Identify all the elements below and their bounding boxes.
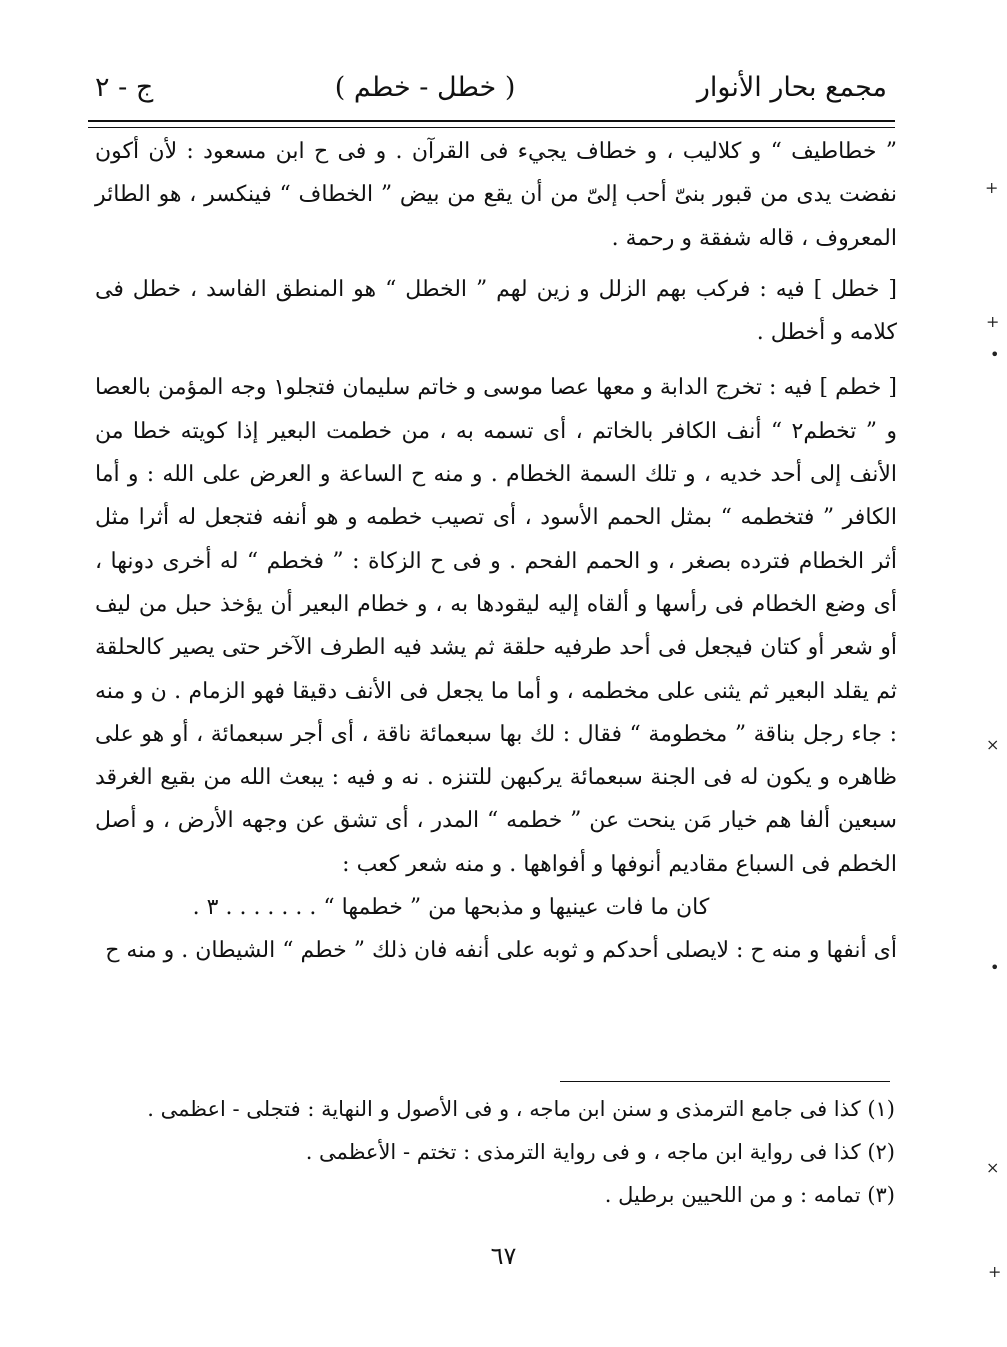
- page-number: ٦٧: [490, 1242, 517, 1270]
- paragraph-khattaf: ” خطاطيف “ و كلاليب ، و خطاف يجيء فى القرآن . و فى ح ابن مسعود : لأن أكون نفضت يدى من قبور بنىّ أحب إلىّ من أن يقع من بيض ” الخطاف “ فينكسر ، هو الطائر المعروف ، قاله شفقة و رحمة .: [95, 139, 897, 251]
- poetry-verse: كان ما فات عينيها و مذبحها من ” خطمها “ . . . . . . . ٣ .: [192, 895, 710, 921]
- header-rule-thick: [88, 120, 895, 122]
- margin-dot-icon: •: [990, 958, 1000, 977]
- volume-label: ج - ٢: [95, 71, 154, 103]
- margin-mark-icon: ×: [986, 1158, 1000, 1177]
- book-title: مجمع بحار الأنوار: [696, 71, 887, 103]
- paragraph-khatal: [ خطل ] فيه : فركب بهم الزلل و زين لهم ” الخطل “ هو المنطق الفاسد ، خطل فى كلامه و أخطل .: [95, 276, 897, 346]
- margin-mark-icon: +: [986, 312, 1000, 331]
- main-text: [95, 130, 897, 973]
- margin-mark-icon: ×: [986, 735, 1000, 754]
- entry-range: ( خطل - خطم ): [334, 71, 516, 103]
- paragraph-khatam: [ خطم ] فيه : تخرج الدابة و معها عصا موسى و خاتم سليمان فتجلو١ وجه المؤمن بالعصا و ” تخطم٢ “ أنف الكافر بالخاتم ، أى تسمه به ، من خطمت البعير إذا كويته خطا من الأنف إلى أحد خديه ، و تلك السمة الخطام . و منه ح الساعة و العرض على الله : و أما الكافر ” فتخطمه “ بمثل الحمم الأسود ، أى تصيب خطمه و هو أنفه فتجعل له أثرا مثل أثر الخطام فترده بصغر ، و الحمم الفحم . و فى ح الزكاة : ” فخطم “ له أخرى دونها ، أى وضع الخطام فى رأسها و ألقاه إليه ليقودها به ، و خطام البعير أن يؤخذ حبل من ليف أو شعر أو كتان فيجعل فى أحد طرفيه حلقة ثم يشد فيه الطرف الآخر حتى يصير كالحلقة ثم يقلد البعير ثم يثنى على مخطمه ، و أما ما يجعل فى الأنف دقيقا فهو الزمام . ن و منه : جاء رجل بناقة ” مخطومة “ فقال : لك بها سبعمائة ناقة ، أى أجر سبعمائة ، أو هو على ظاهره و يكون له فى الجنة سبعمائة يركبهن للتنزه . نه و فيه : يبعث الله من بقيع الغرقد سبعين ألفا هم خيار مَن ينحت عن ” خطمه “ المدر ، أى تشق عن وجهه الأرض ، و أصل الخطم فى السباع مقاديم أنوفها و أفواهها . و منه شعر كعب :: [95, 375, 897, 877]
- closing-line: أى أنفها و منه ح : لايصلى أحدكم و ثوبه على أنفه فان ذلك ” خطم “ الشيطان . و منه ح: [105, 938, 897, 964]
- margin-mark-icon: +: [985, 178, 999, 197]
- footnote-2: (٢) كذا فى رواية ابن ماجه ، و فى رواية الترمذى : تختم - الأعظمى .: [305, 1140, 895, 1164]
- running-header: [95, 62, 887, 112]
- footnotes: [95, 1088, 895, 1217]
- margin-mark-icon: +: [988, 1262, 1002, 1281]
- header-rule-thin: [88, 127, 895, 128]
- footnote-separator: [560, 1081, 890, 1082]
- footnote-3: (٣) تمامه : و من اللحيين برطيل .: [604, 1183, 895, 1207]
- footnote-1: (١) كذا فى جامع الترمذى و سنن ابن ماجه ، و فى الأصول و النهاية : فتجلى - اعظمى .: [147, 1097, 895, 1121]
- margin-dot-icon: •: [990, 345, 1000, 364]
